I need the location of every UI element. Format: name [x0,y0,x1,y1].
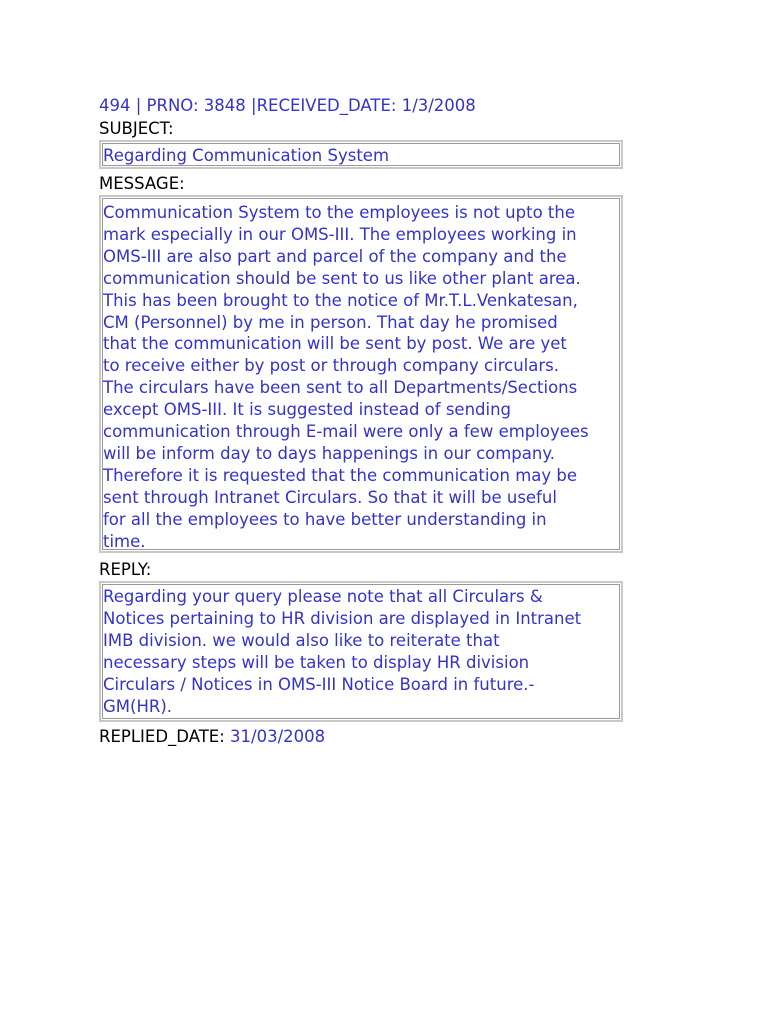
replied-date-value: 31/03/2008 [230,727,326,746]
record-header: 494 | PRNO: 3848 |RECEIVED_DATE: 1/3/2008 [99,96,476,115]
message-line: will be inform day to days happenings in our company. [103,443,556,463]
reply-line: Notices pertaining to HR division are displayed in Intranet [103,609,582,628]
message-line: Communication System to the employees is not upto the [103,203,575,222]
replied-date-label: REPLIED_DATE: [99,727,231,746]
message-line: that the communication will be sent by post. We are yet [103,334,567,354]
message-line: This has been brought to the notice of Mr.T.L.Venkatesan, [103,290,578,310]
message-line: time. [103,531,146,551]
subject-box [99,140,623,169]
message-line: communication should be sent to us like other plant area. [103,268,581,288]
subject-label: SUBJECT: [99,119,174,138]
message-line: mark especially in our OMS-III. The employees working in [103,224,577,244]
message-line: CM (Personnel) by me in person. That day he promised [103,312,558,332]
message-label: MESSAGE: [99,174,185,193]
message-box [99,195,623,553]
message-line: sent through Intranet Circulars. So that it will be useful [103,487,557,507]
reply-box [99,581,623,722]
message-line: except OMS-III. It is suggested instead of sending [103,400,512,420]
reply-line: necessary steps will be taken to display HR division [103,653,530,672]
message-line: The circulars have been sent to all Departments/Sections [103,378,578,398]
message-line: OMS-III are also part and parcel of the company and the [103,246,567,266]
message-line: for all the employees to have better understanding in [103,509,547,529]
reply-line: IMB division. we would also like to reiterate that [103,631,500,650]
reply-line: GM(HR). [103,697,173,716]
reply-line: Circulars / Notices in OMS-III Notice Board in future.- [103,675,535,694]
document-page [99,94,623,748]
reply-line: Regarding your query please note that all Circulars & [103,587,543,606]
message-line: Therefore it is requested that the communication may be [103,465,578,485]
reply-label: REPLY: [99,560,152,579]
subject-value: Regarding Communication System [103,146,390,165]
message-line: to receive either by post or through company circulars. [103,356,559,376]
message-line: communication through E-mail were only a few employees [103,422,589,442]
replied-date-row [99,726,623,748]
